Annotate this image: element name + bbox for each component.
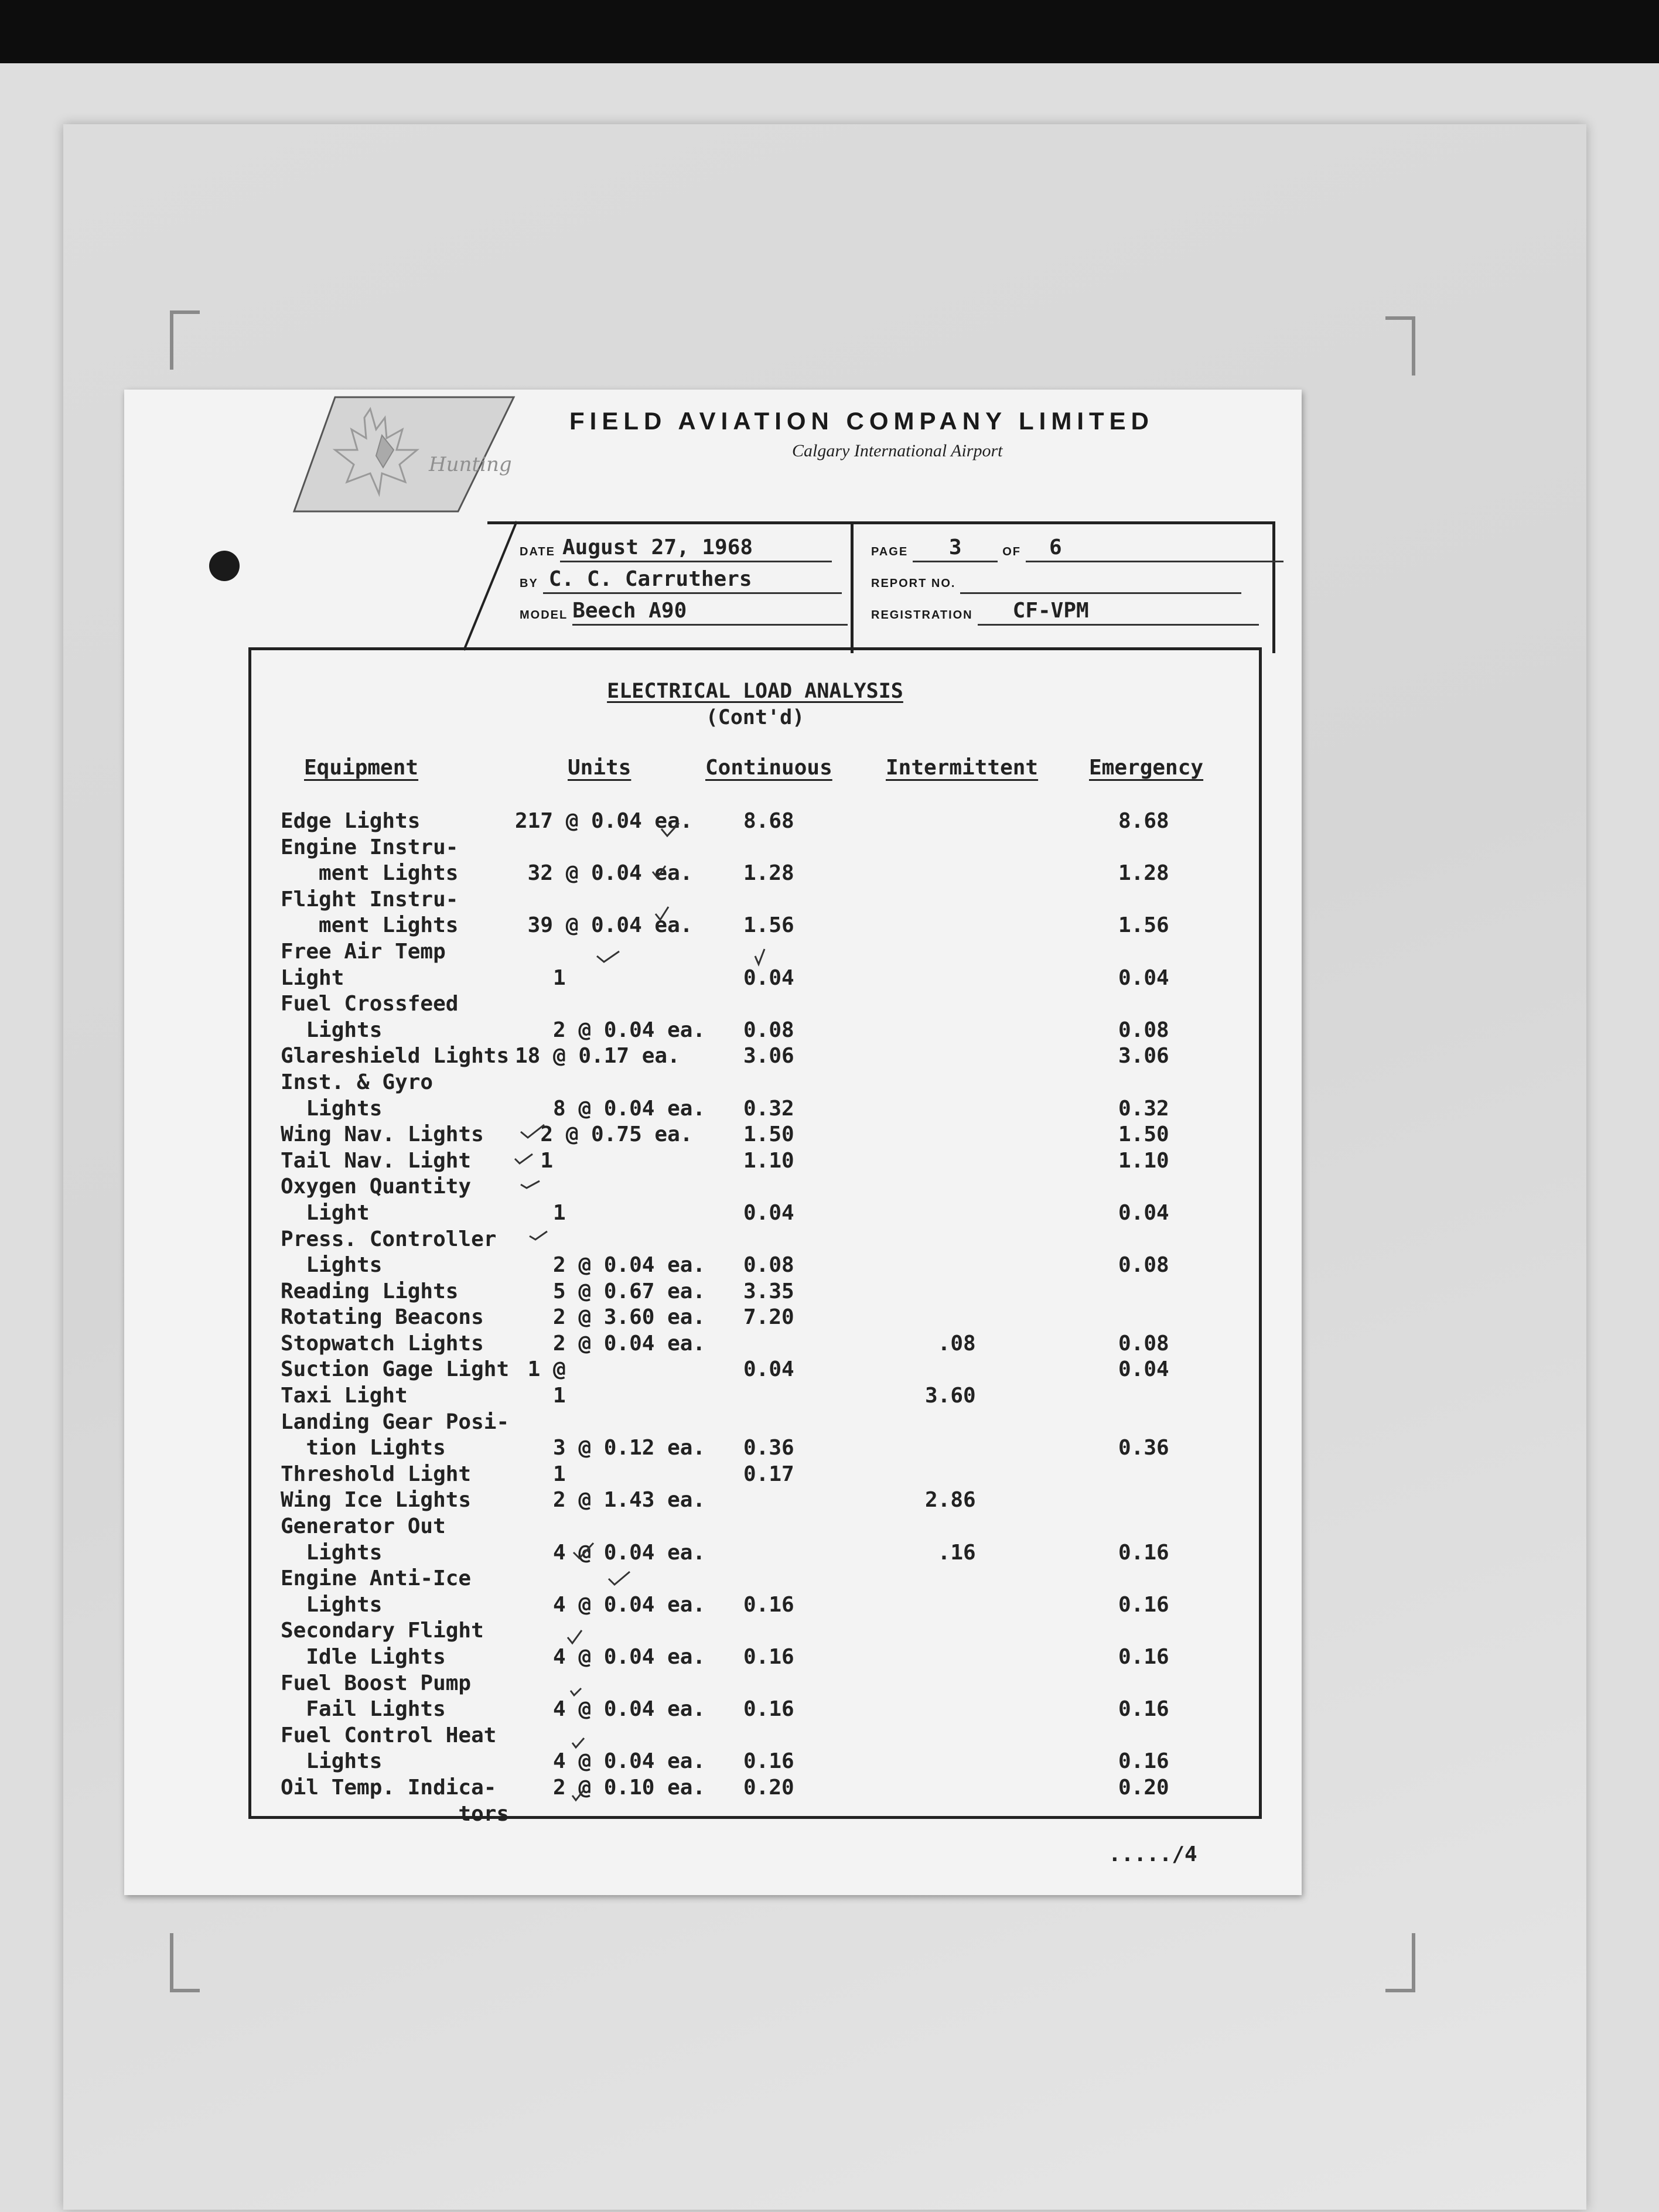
top-border [0, 0, 1659, 63]
cell-emergency: 8.68 [1118, 809, 1169, 833]
table-row [251, 1618, 1259, 1644]
cell-equipment: Threshold Light [281, 1462, 472, 1486]
cell-equipment: Engine Instru- [281, 835, 459, 859]
cell-equipment: Press. Controller [281, 1227, 497, 1251]
cell-emergency: 0.08 [1118, 1018, 1169, 1042]
cell-continuous: 3.35 [743, 1279, 794, 1303]
cell-equipment: Lights [281, 1749, 383, 1774]
table-row [251, 1227, 1259, 1253]
table-row [251, 1043, 1259, 1070]
page-field [871, 536, 1283, 562]
cell-continuous: 0.16 [743, 1645, 794, 1669]
cell-equipment: Lights [281, 1592, 383, 1617]
logo-text: Hunting [429, 453, 512, 476]
cell-equipment: Fuel Crossfeed [281, 992, 459, 1016]
cell-equipment: Taxi Light [281, 1384, 408, 1408]
cell-units: 2 @ 0.75 ea. [515, 1122, 693, 1147]
table-row [251, 1018, 1259, 1044]
cell-emergency: 0.20 [1118, 1775, 1169, 1800]
cell-emergency: 0.16 [1118, 1749, 1169, 1774]
model-label: MODEL [520, 609, 568, 622]
cell-emergency: 0.16 [1118, 1592, 1169, 1617]
cell-continuous: 8.68 [743, 809, 794, 833]
cell-equipment: ment Lights [281, 913, 459, 938]
cell-continuous: 1.56 [743, 913, 794, 938]
table-row [251, 965, 1259, 992]
of-label: OF [1002, 545, 1021, 558]
cell-continuous: 7.20 [743, 1305, 794, 1330]
crop-mark-bottom-left [170, 1933, 200, 1992]
cell-equipment: Idle Lights [281, 1645, 446, 1669]
cell-equipment: Secondary Flight [281, 1619, 484, 1643]
cell-equipment: Glareshield Lights [281, 1044, 510, 1069]
by-field [520, 568, 842, 594]
by-label: BY [520, 577, 538, 590]
cell-emergency: 0.04 [1118, 1357, 1169, 1382]
cell-equipment: tors [281, 1801, 510, 1826]
table-row [251, 1723, 1259, 1749]
table-row [251, 1644, 1259, 1671]
cell-emergency: 3.06 [1118, 1044, 1169, 1069]
table-row [251, 1801, 1259, 1828]
cell-units: 2 @ 0.04 ea. [515, 1018, 706, 1042]
table-row [251, 991, 1259, 1018]
report-field [871, 568, 1241, 594]
cell-equipment: ment Lights [281, 861, 459, 886]
cell-equipment: Fuel Control Heat [281, 1723, 497, 1747]
cell-equipment: Fuel Boost Pump [281, 1671, 472, 1695]
cell-equipment: Lights [281, 1253, 383, 1278]
cell-continuous: 0.16 [743, 1749, 794, 1774]
company-name: FIELD AVIATION COMPANY LIMITED [569, 407, 1154, 435]
cell-continuous: 0.20 [743, 1775, 794, 1800]
cell-intermittent: 3.60 [925, 1384, 976, 1408]
cell-emergency: 0.16 [1118, 1697, 1169, 1722]
cell-continuous: 0.32 [743, 1096, 794, 1121]
table-row [251, 1331, 1259, 1357]
cell-units: 1 [515, 1148, 554, 1173]
cell-continuous: 0.17 [743, 1462, 794, 1486]
cell-continuous: 0.36 [743, 1436, 794, 1460]
cell-emergency: 0.32 [1118, 1096, 1169, 1121]
cell-emergency: 0.08 [1118, 1331, 1169, 1356]
table-title [251, 680, 1259, 703]
model-field [520, 599, 848, 626]
table-row [251, 1070, 1259, 1096]
table-row [251, 1383, 1259, 1409]
cell-continuous: 1.50 [743, 1122, 794, 1147]
cell-equipment: Inst. & Gyro [281, 1070, 433, 1094]
punch-hole [209, 551, 240, 581]
table-row [251, 939, 1259, 965]
registration-field [871, 599, 1259, 626]
table-row [251, 1096, 1259, 1122]
cell-equipment: Fail Lights [281, 1697, 446, 1722]
company-logo [282, 394, 517, 514]
cell-units: 2 @ 3.60 ea. [515, 1305, 706, 1330]
table-row [251, 1200, 1259, 1227]
continued-page-reference: ...../4 [1108, 1842, 1197, 1866]
of-value: 6 [1026, 536, 1283, 562]
page-label: PAGE [871, 545, 909, 558]
cell-continuous: 0.08 [743, 1018, 794, 1042]
cell-continuous: 0.04 [743, 1357, 794, 1382]
cell-equipment: Free Air Temp [281, 939, 446, 964]
registration-value: CF-VPM [978, 599, 1259, 626]
cell-equipment: Lights [281, 1540, 383, 1565]
cell-equipment: Tail Nav. Light [281, 1148, 472, 1173]
cell-equipment: Light [281, 1200, 370, 1225]
cell-continuous: 1.28 [743, 861, 794, 886]
cell-emergency: 0.08 [1118, 1253, 1169, 1278]
table-row [251, 808, 1259, 835]
column-header-intermittent: Intermittent [886, 756, 1039, 780]
info-box [487, 521, 1275, 653]
cell-units: 4 @ 0.04 ea. [515, 1540, 706, 1565]
cell-continuous: 1.10 [743, 1148, 794, 1173]
document-sheet [124, 390, 1302, 1895]
cell-units: 18 @ 0.17 ea. [515, 1044, 680, 1069]
table-row [251, 1174, 1259, 1200]
cell-units: 2 @ 0.04 ea. [515, 1331, 706, 1356]
table-row [251, 861, 1259, 887]
table-row [251, 1279, 1259, 1305]
cell-units: 2 @ 0.10 ea. [515, 1775, 706, 1800]
cell-equipment: Oxygen Quantity [281, 1175, 472, 1199]
crop-mark-top-right [1385, 316, 1415, 376]
cell-equipment: Rotating Beacons [281, 1305, 484, 1330]
cell-units: 2 @ 0.04 ea. [515, 1253, 706, 1278]
date-value: August 27, 1968 [560, 536, 832, 562]
cell-equipment: Engine Anti-Ice [281, 1566, 472, 1591]
cell-continuous: 0.16 [743, 1592, 794, 1617]
cell-emergency: 1.28 [1118, 861, 1169, 886]
cell-emergency: 0.16 [1118, 1645, 1169, 1669]
cell-units: 4 @ 0.04 ea. [515, 1697, 706, 1722]
cell-units: 2 @ 1.43 ea. [515, 1488, 706, 1513]
cell-emergency: 1.56 [1118, 913, 1169, 938]
table-title-text: ELECTRICAL LOAD ANALYSIS [607, 680, 903, 703]
table-row [251, 1357, 1259, 1383]
table-row [251, 1592, 1259, 1619]
cell-units: 8 @ 0.04 ea. [515, 1096, 706, 1121]
crop-mark-bottom-right [1385, 1933, 1415, 1992]
by-value: C. C. Carruthers [543, 568, 842, 594]
cell-emergency: 0.16 [1118, 1540, 1169, 1565]
cell-equipment: Light [281, 965, 344, 990]
report-label: REPORT NO. [871, 577, 956, 590]
table-row [251, 1487, 1259, 1514]
cell-equipment: Wing Ice Lights [281, 1488, 472, 1513]
registration-label: REGISTRATION [871, 609, 973, 622]
table-row [251, 1749, 1259, 1775]
cell-equipment: Generator Out [281, 1514, 446, 1539]
cell-units: 1 [515, 1462, 566, 1486]
column-header-equipment: Equipment [304, 756, 419, 780]
table-row [251, 1462, 1259, 1488]
cell-continuous: 0.16 [743, 1697, 794, 1722]
cell-equipment: Lights [281, 1096, 383, 1121]
table-row [251, 835, 1259, 861]
column-header-continuous: Continuous [705, 756, 832, 780]
table-row [251, 1409, 1259, 1436]
cell-emergency: 0.04 [1118, 1200, 1169, 1225]
cell-equipment: Edge Lights [281, 809, 421, 833]
cell-continuous: 0.04 [743, 1200, 794, 1225]
cell-units: 217 @ 0.04 ea. [515, 809, 693, 833]
cell-equipment: Oil Temp. Indica- [281, 1775, 497, 1800]
cell-continuous: 0.04 [743, 965, 794, 990]
cell-units: 1 [515, 1384, 566, 1408]
cell-units: 4 @ 0.04 ea. [515, 1645, 706, 1669]
date-label: DATE [520, 545, 555, 558]
cell-intermittent: .16 [925, 1540, 976, 1565]
cell-units: 32 @ 0.04 ea. [515, 861, 693, 886]
cell-emergency: 1.10 [1118, 1148, 1169, 1173]
table-row [251, 1252, 1259, 1279]
table-row [251, 913, 1259, 939]
cell-equipment: Reading Lights [281, 1279, 459, 1303]
company-location: Calgary International Airport [792, 441, 1003, 460]
model-value: Beech A90 [572, 599, 848, 626]
cell-emergency: 1.50 [1118, 1122, 1169, 1147]
cell-equipment: Stopwatch Lights [281, 1331, 484, 1356]
load-analysis-table [248, 647, 1262, 1826]
cell-intermittent: .08 [925, 1331, 976, 1356]
table-row [251, 1435, 1259, 1462]
table-row [251, 1566, 1259, 1592]
cell-equipment: Wing Nav. Lights [281, 1122, 484, 1147]
cell-equipment: Lights [281, 1018, 383, 1042]
cell-units: 1 @ [515, 1357, 566, 1382]
cell-units: 39 @ 0.04 ea. [515, 913, 693, 938]
report-value [960, 568, 1241, 594]
table-row [251, 1696, 1259, 1723]
cell-units: 4 @ 0.04 ea. [515, 1749, 706, 1774]
cell-emergency: 0.36 [1118, 1436, 1169, 1460]
cell-continuous: 3.06 [743, 1044, 794, 1069]
table-row [251, 1305, 1259, 1331]
cell-continuous: 0.08 [743, 1253, 794, 1278]
table-row [251, 887, 1259, 913]
crop-mark-top-left [170, 310, 200, 370]
column-header-emergency: Emergency [1089, 756, 1204, 780]
column-header-units: Units [568, 756, 631, 780]
table-row [251, 1540, 1259, 1566]
cell-intermittent: 2.86 [925, 1488, 976, 1513]
cell-equipment: Landing Gear Posi- [281, 1409, 510, 1434]
cell-equipment: tion Lights [281, 1436, 446, 1460]
cell-units: 1 [515, 965, 566, 990]
cell-units: 1 [515, 1200, 566, 1225]
cell-units: 3 @ 0.12 ea. [515, 1436, 706, 1460]
cell-units: 4 @ 0.04 ea. [515, 1592, 706, 1617]
table-row [251, 1671, 1259, 1697]
cell-equipment: Suction Gage Light [281, 1357, 510, 1382]
page-value: 3 [913, 536, 998, 562]
date-field [520, 536, 832, 562]
cell-equipment: Flight Instru- [281, 887, 459, 912]
table-row [251, 1122, 1259, 1148]
table-row [251, 1148, 1259, 1175]
table-subtitle: (Cont'd) [705, 706, 805, 729]
cell-emergency: 0.04 [1118, 965, 1169, 990]
cell-units: 5 @ 0.67 ea. [515, 1279, 706, 1303]
table-row [251, 1775, 1259, 1801]
table-row [251, 1514, 1259, 1540]
info-divider [851, 524, 854, 653]
table-body [251, 808, 1259, 1827]
